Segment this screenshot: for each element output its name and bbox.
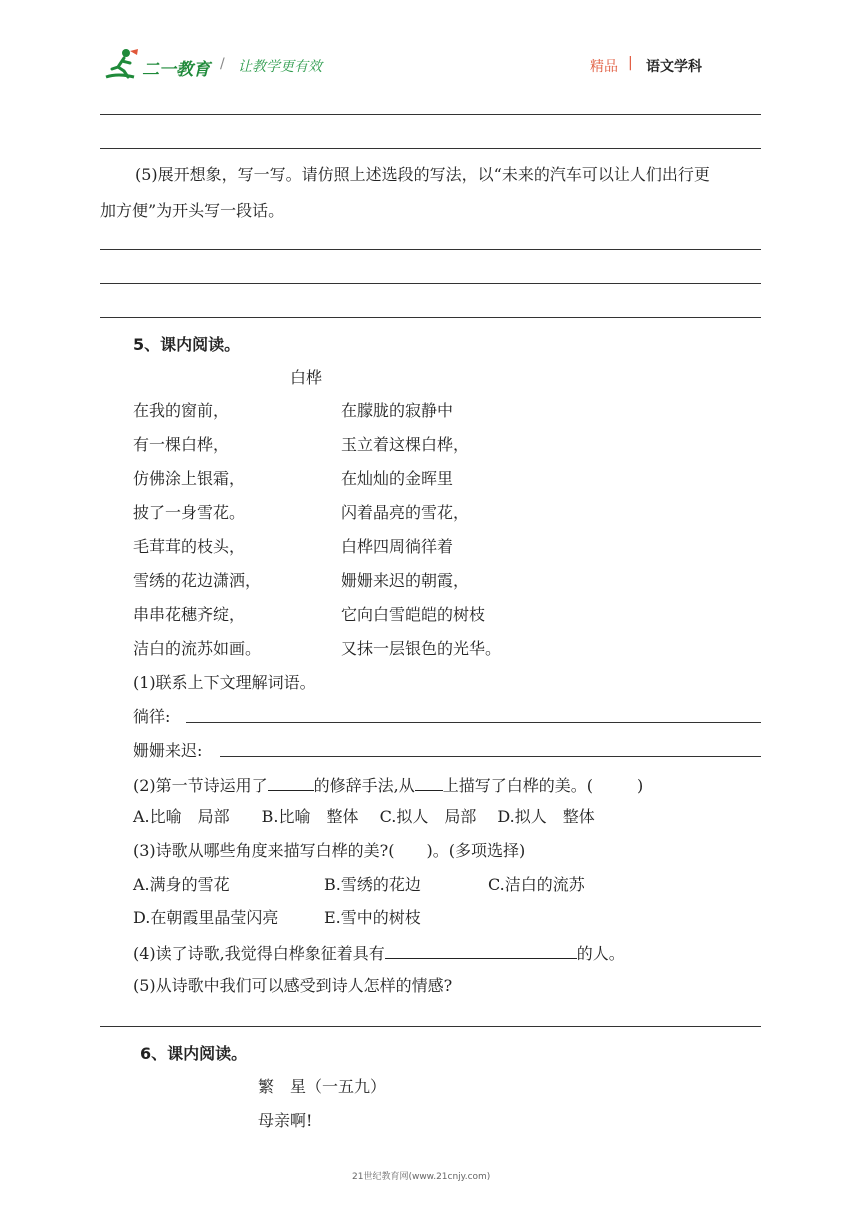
answer-line xyxy=(100,148,761,149)
answer-line xyxy=(100,114,761,115)
poem-line: 在朦胧的寂静中 xyxy=(341,401,454,420)
answer-line xyxy=(100,1026,761,1027)
word-label-changyang: 徜徉: xyxy=(133,707,171,726)
footer-text: 21世纪教育网(www.21cnjy.com) xyxy=(352,1172,491,1182)
option-e: E.雪中的树枝 xyxy=(324,908,421,927)
question-4 xyxy=(133,942,625,964)
q4-text-b: 的人。 xyxy=(576,944,625,963)
section6-heading: 6、课内阅读。 xyxy=(140,1044,248,1063)
q5-prompt-line1: (5)展开想象，写一写。请仿照上述选段的写法，以“未来的汽车可以让人们出行更 xyxy=(135,165,710,184)
quality-label: 精品 xyxy=(590,59,618,75)
option-b: B.雪绣的花边 xyxy=(324,875,421,894)
answer-line xyxy=(220,756,761,757)
poem-line: 又抹一层银色的光华。 xyxy=(341,639,502,658)
q2-text-b: 的修辞手法,从 xyxy=(313,776,415,795)
q2-options: A.比喻 局部 B.比喻 整体 C.拟人 局部 D.拟人 整体 xyxy=(133,807,595,826)
poem-line: 雪绣的花边潇洒， xyxy=(133,571,262,590)
q2-text-c: 上描写了白桦的美。( xyxy=(442,776,594,795)
subject-label: 语文学科 xyxy=(646,59,702,75)
poem-line: 仿佛涂上银霜， xyxy=(133,469,246,488)
q2-text-d: ) xyxy=(637,776,644,795)
option-d: D.在朝霞里晶莹闪亮 xyxy=(133,908,279,927)
blank[interactable] xyxy=(385,942,577,959)
answer-line xyxy=(100,249,761,250)
q4-text-a: (4)读了诗歌,我觉得白桦象征着具有 xyxy=(133,944,385,963)
poem-line: 玉立着这棵白桦， xyxy=(341,435,470,454)
answer-line xyxy=(186,722,761,723)
poem-line: 在我的窗前， xyxy=(133,401,230,420)
logo-runner-icon xyxy=(104,47,140,81)
question-2 xyxy=(133,774,643,796)
poem-title: 白桦 xyxy=(290,368,323,387)
q2-text-a: (2)第一节诗运用了 xyxy=(133,776,268,795)
poem-line: 姗姗来迟的朝霞， xyxy=(341,571,470,590)
answer-line xyxy=(100,317,761,318)
logo-text: 二一教育 xyxy=(142,60,210,80)
poem-line: 在灿灿的金晖里 xyxy=(341,469,454,488)
poem-line: 披了一身雪花。 xyxy=(133,503,246,522)
question-5: (5)从诗歌中我们可以感受到诗人怎样的情感? xyxy=(133,976,453,995)
blank[interactable] xyxy=(415,774,443,791)
poem-line: 毛茸茸的枝头， xyxy=(133,537,246,556)
question-3: (3)诗歌从哪些角度来描写白桦的美?( )。(多项选择) xyxy=(133,841,526,860)
poem-line: 它向白雪皑皑的树枝 xyxy=(341,605,486,624)
poem-title: 繁 星（一五九） xyxy=(258,1077,387,1096)
word-label-shanshan: 姗姗来迟: xyxy=(133,741,203,760)
option-a: A.满身的雪花 xyxy=(133,875,230,894)
blank[interactable] xyxy=(268,774,314,791)
poem-line: 闪着晶亮的雪花， xyxy=(341,503,470,522)
question-1: (1)联系上下文理解词语。 xyxy=(133,673,316,692)
answer-line xyxy=(100,283,761,284)
poem-line: 串串花穗齐绽， xyxy=(133,605,246,624)
q5-prompt-line2: 加方便”为开头写一段话。 xyxy=(100,201,285,220)
header-slogan: 让教学更有效 xyxy=(238,59,322,75)
poem-line: 白桦四周徜徉着 xyxy=(341,537,454,556)
header-separator: | xyxy=(628,55,633,71)
header-slash: / xyxy=(220,56,225,72)
poem-line: 洁白的流苏如画。 xyxy=(133,639,262,658)
poem-line: 母亲啊! xyxy=(258,1111,313,1130)
option-c: C.洁白的流苏 xyxy=(488,875,585,894)
section5-heading: 5、课内阅读。 xyxy=(133,335,241,354)
poem-line: 有一棵白桦， xyxy=(133,435,230,454)
